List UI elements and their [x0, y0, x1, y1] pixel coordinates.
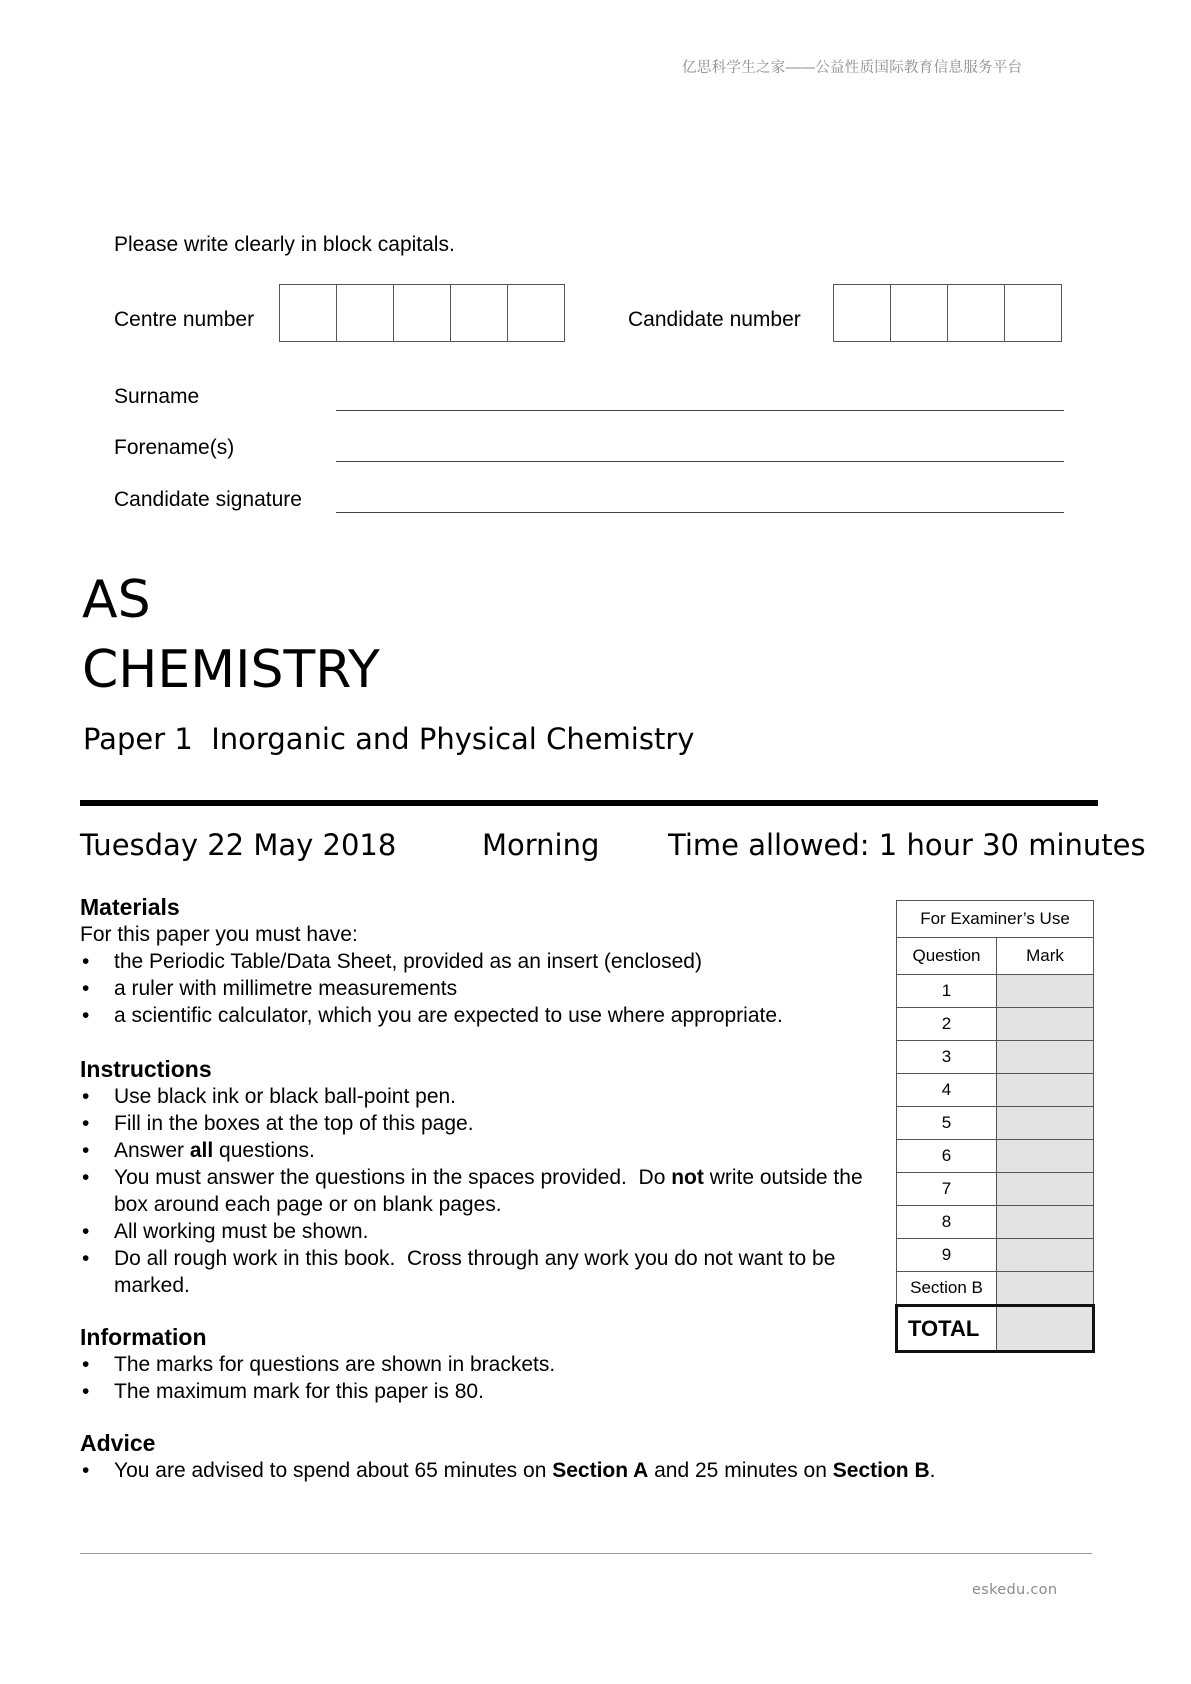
information-heading: Information	[80, 1324, 207, 1350]
advice-heading: Advice	[80, 1430, 156, 1456]
mark-cell	[997, 1041, 1094, 1074]
table-row	[897, 1107, 1094, 1140]
examiner-table-title: For Examiner’s Use	[897, 901, 1094, 938]
centre-number-label: Centre number	[114, 308, 255, 331]
exam-session: Morning	[482, 828, 600, 862]
qualification-level: AS	[82, 570, 151, 630]
candidate-number-box[interactable]	[1005, 285, 1061, 341]
materials-heading: Materials	[80, 894, 180, 920]
centre-number-box[interactable]	[337, 285, 394, 341]
exam-date: Tuesday 22 May 2018	[80, 828, 397, 862]
mark-cell	[997, 1239, 1094, 1272]
mark-cell	[997, 1074, 1094, 1107]
mark-cell	[997, 1008, 1094, 1041]
footer-divider	[80, 1553, 1092, 1554]
mark-cell	[997, 1140, 1094, 1173]
instructions-section	[80, 1056, 886, 1299]
candidate-number-boxes[interactable]	[833, 284, 1062, 342]
table-row	[897, 975, 1094, 1008]
table-row	[897, 1173, 1094, 1206]
mark-column-header: Mark	[997, 938, 1094, 975]
instructions-heading: Instructions	[80, 1056, 212, 1082]
watermark-text: 亿思科学生之家——公益性质国际教育信息服务平台	[682, 60, 1023, 76]
title-divider	[80, 800, 1098, 806]
surname-line[interactable]	[336, 410, 1064, 411]
question-number: 4	[897, 1074, 997, 1107]
list-item: • Answer all questions.	[80, 1137, 886, 1164]
total-mark-cell	[997, 1306, 1094, 1352]
examiner-use-table	[895, 900, 1095, 1353]
question-number: Section B	[897, 1272, 997, 1306]
forename-line[interactable]	[336, 461, 1064, 462]
instructions-list	[80, 1083, 886, 1299]
forename-label: Forename(s)	[114, 436, 235, 459]
question-number: 9	[897, 1239, 997, 1272]
table-row	[897, 1206, 1094, 1239]
list-item: • Do all rough work in this book. Cross through any work you do not want to be marked.	[80, 1245, 886, 1299]
list-item: • All working must be shown.	[80, 1218, 886, 1245]
advice-section	[80, 1430, 1080, 1484]
form-instruction: Please write clearly in block capitals.	[114, 233, 455, 256]
mark-cell	[997, 975, 1094, 1008]
question-number: 3	[897, 1041, 997, 1074]
table-row	[897, 1140, 1094, 1173]
information-list	[80, 1351, 880, 1405]
list-item: • a ruler with millimetre measurements	[80, 975, 880, 1002]
mark-cell	[997, 1107, 1094, 1140]
advice-list	[80, 1457, 1080, 1484]
subject-title: CHEMISTRY	[82, 640, 380, 700]
question-number: 6	[897, 1140, 997, 1173]
centre-number-boxes[interactable]	[279, 284, 565, 342]
question-number: 2	[897, 1008, 997, 1041]
centre-number-box[interactable]	[508, 285, 564, 341]
surname-label: Surname	[114, 385, 200, 408]
table-row	[897, 1074, 1094, 1107]
question-number: 7	[897, 1173, 997, 1206]
list-item: • the Periodic Table/Data Sheet, provided as an insert (enclosed)	[80, 948, 880, 975]
candidate-number-box[interactable]	[834, 285, 891, 341]
total-row	[897, 1306, 1094, 1352]
footer-site-text: eskedu.con	[972, 1582, 1058, 1598]
materials-section	[80, 894, 880, 1029]
list-item: • The maximum mark for this paper is 80.	[80, 1378, 880, 1405]
paper-title: Paper 1 Inorganic and Physical Chemistry	[83, 722, 695, 756]
centre-number-box[interactable]	[280, 285, 337, 341]
list-item: • a scientific calculator, which you are expected to use where appropriate.	[80, 1002, 880, 1029]
table-row	[897, 1008, 1094, 1041]
table-row	[897, 1041, 1094, 1074]
signature-label: Candidate signature	[114, 488, 302, 511]
table-row	[897, 1239, 1094, 1272]
materials-list	[80, 948, 880, 1029]
materials-intro: For this paper you must have:	[80, 923, 358, 946]
centre-number-box[interactable]	[394, 285, 451, 341]
candidate-number-box[interactable]	[948, 285, 1005, 341]
total-label: TOTAL	[897, 1306, 997, 1352]
candidate-number-box[interactable]	[891, 285, 948, 341]
candidate-number-label: Candidate number	[628, 308, 801, 331]
information-section	[80, 1324, 880, 1405]
list-item: • You are advised to spend about 65 minutes on Section A and 25 minutes on Section B.	[80, 1457, 1080, 1484]
question-column-header: Question	[897, 938, 997, 975]
list-item: • Fill in the boxes at the top of this page.	[80, 1110, 886, 1137]
time-allowed: Time allowed: 1 hour 30 minutes	[668, 828, 1146, 862]
list-item: • You must answer the questions in the spaces provided. Do not write outside the box around each page or on blank pages.	[80, 1164, 886, 1218]
table-row	[897, 1272, 1094, 1306]
list-item: • Use black ink or black ball-point pen.	[80, 1083, 886, 1110]
question-number: 5	[897, 1107, 997, 1140]
list-item: • The marks for questions are shown in brackets.	[80, 1351, 880, 1378]
signature-line[interactable]	[336, 512, 1064, 513]
mark-cell	[997, 1272, 1094, 1306]
centre-number-box[interactable]	[451, 285, 508, 341]
question-number: 8	[897, 1206, 997, 1239]
question-number: 1	[897, 975, 997, 1008]
mark-cell	[997, 1173, 1094, 1206]
mark-cell	[997, 1206, 1094, 1239]
